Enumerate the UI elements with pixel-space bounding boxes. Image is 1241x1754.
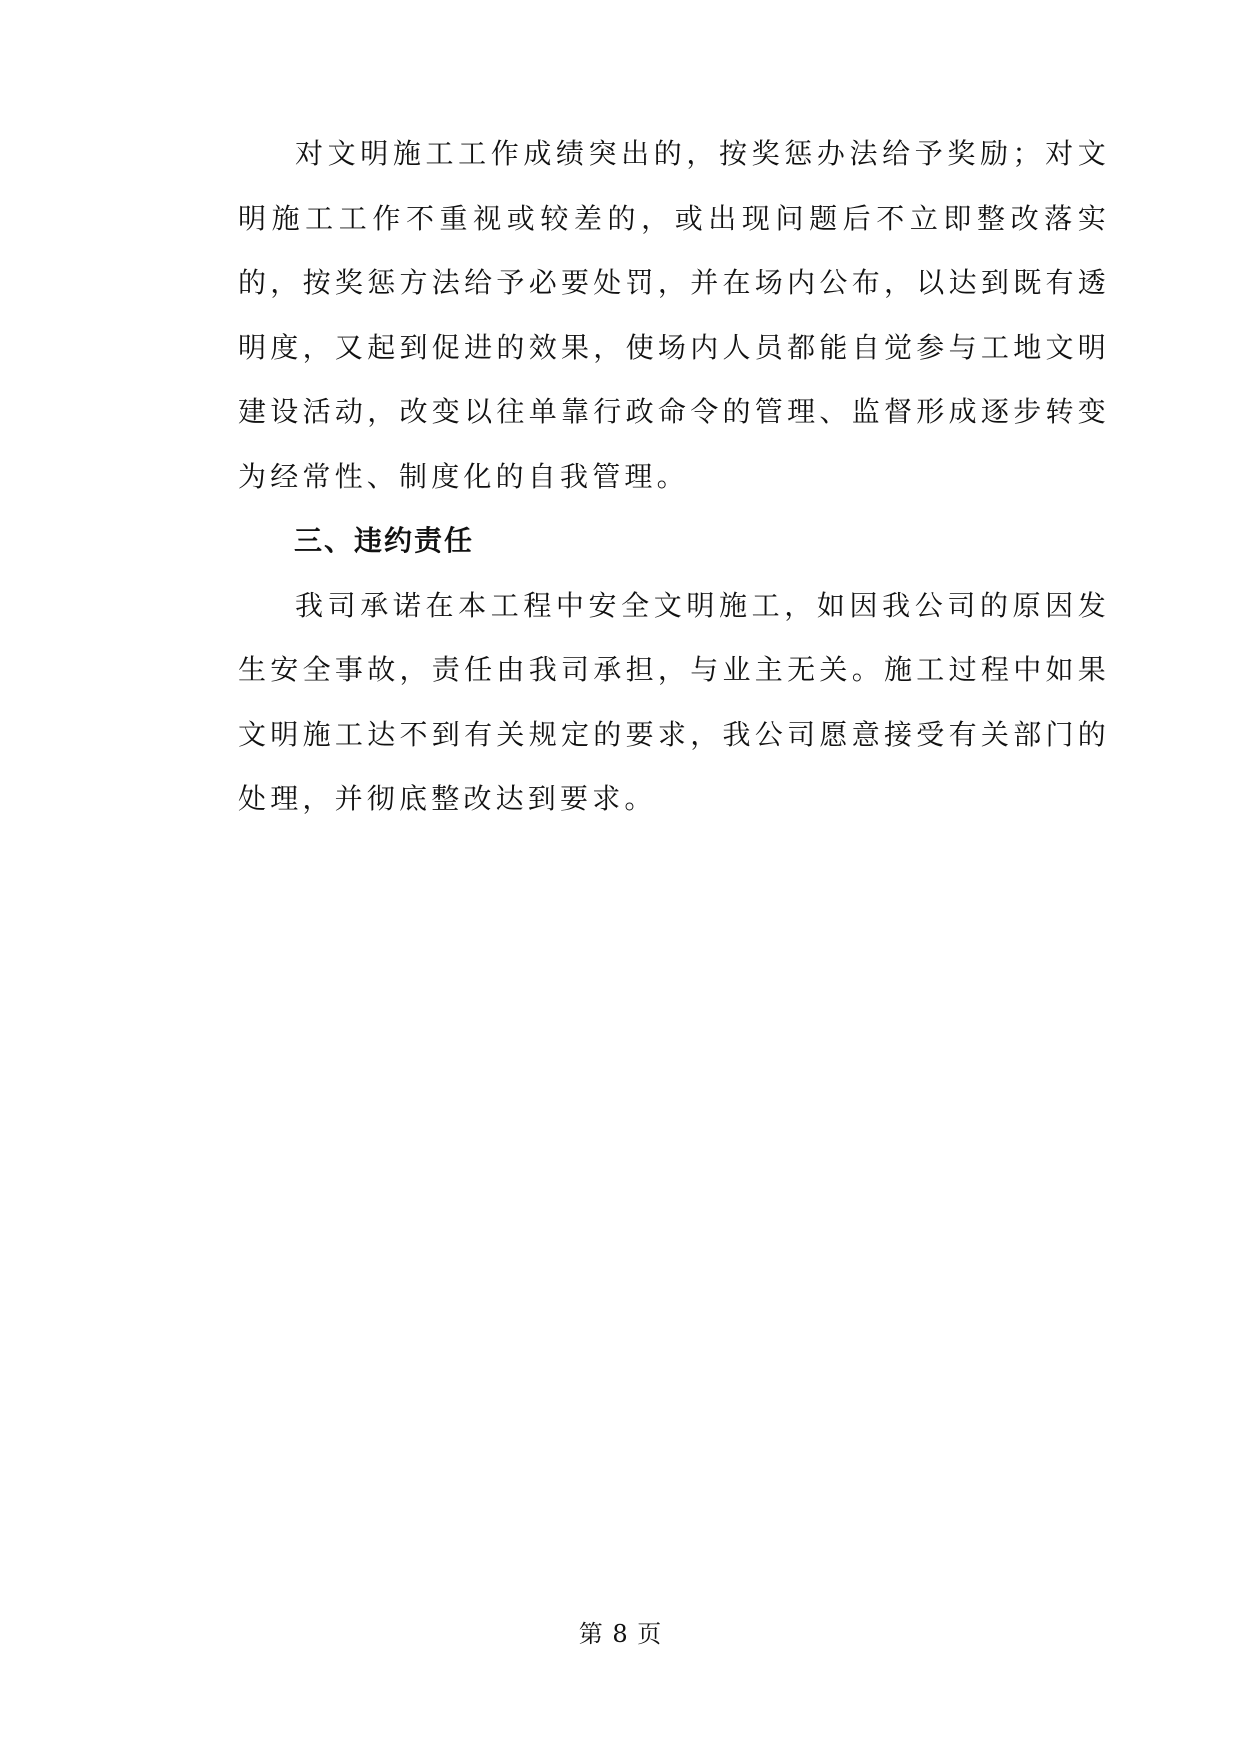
paragraph-safety-commitment: 我司承诺在本工程中安全文明施工，如因我公司的原因发生安全事故，责任由我司承担，与业主无关。施工过程中如果文明施工达不到有关规定的要求，我公司愿意接受有关部门的处理，并彻底整改达到要求。 [238,588,1110,815]
section-heading-breach-liability: 三、违约责任 [294,524,475,557]
page-number: 第 8 页 [578,1620,663,1648]
paragraph-rewards-penalties: 对文明施工工作成绩突出的，按奖惩办法给予奖励；对文明施工工作不重视或较差的，或出现问题后不立即整改落实的，按奖惩方法给予必要处罚，并在场内公布，以达到既有透明度，又起到促进的效果，使场内人员都能自觉参与工地文明建设活动，改变以往单靠行政命令的管理、监督形成逐步转变为经常性、制度化的自我管理。 [238,137,1110,493]
page-content [238,122,1110,832]
